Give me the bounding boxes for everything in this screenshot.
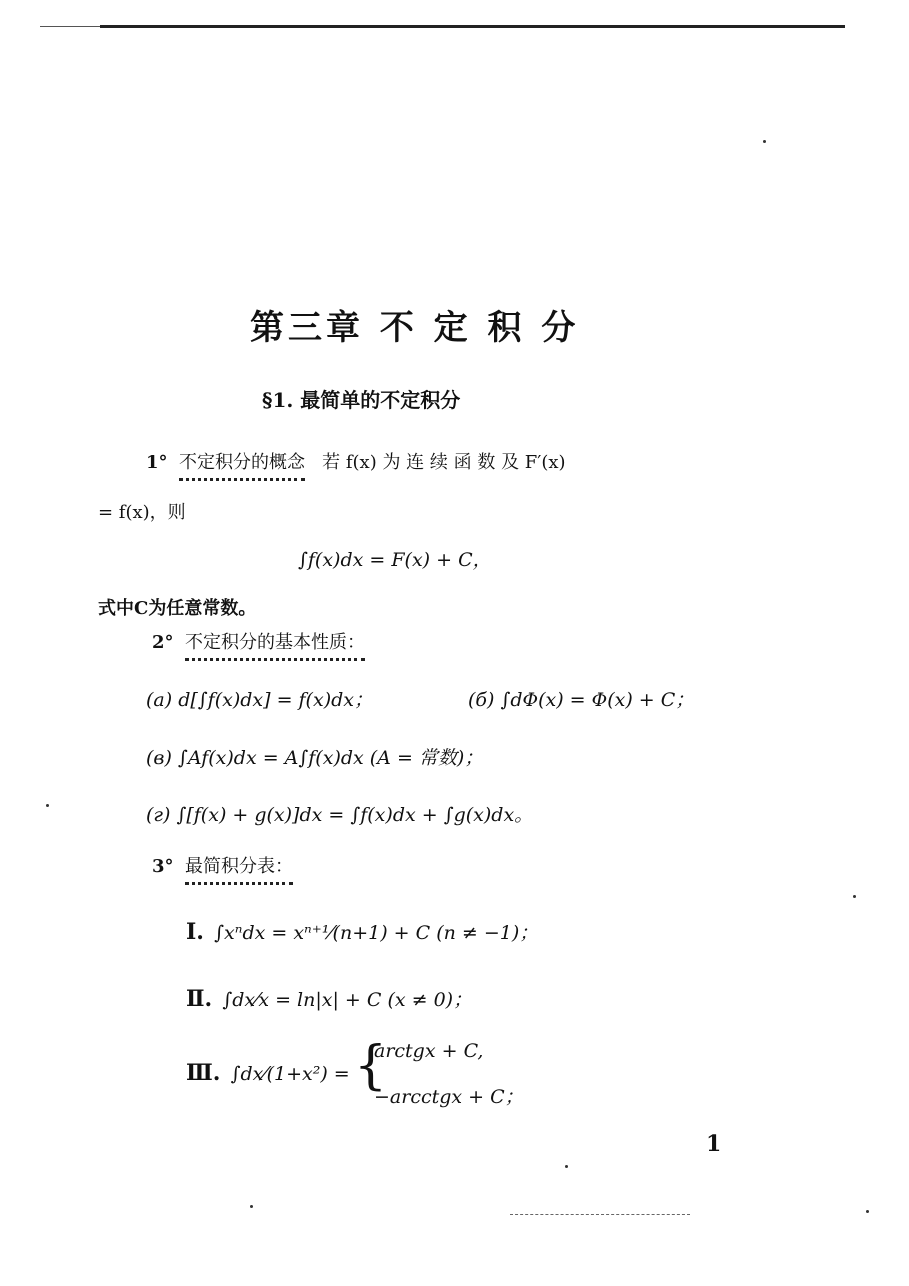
table-row-2: [186, 985, 472, 1012]
bottom-rule: [510, 1214, 690, 1215]
paragraph-1-term: 不定积分的概念: [179, 448, 305, 481]
paragraph-1-continuation: = f(x)，则: [98, 502, 186, 523]
property-d: (г) ∫[f(x) + g(x)]dx = ∫f(x)dx + ∫g(x)dx。: [146, 804, 534, 826]
scan-speck: [565, 1165, 568, 1168]
scan-speck: [763, 140, 766, 143]
table-row-1-formula: ∫xⁿdx = xⁿ⁺¹⁄(n+1) + C (n ≠ −1)；: [214, 922, 539, 944]
section-title: §1. 最简单的不定积分: [262, 388, 461, 412]
paragraph-3-number: 3°: [152, 856, 174, 877]
scan-speck: [853, 895, 856, 898]
equation-definition: ∫f(x)dx = F(x) + C，: [298, 549, 492, 571]
paragraph-2: [152, 628, 365, 661]
property-b: (б) ∫dΦ(x) = Φ(x) + C；: [468, 689, 695, 711]
cases-brace: {: [354, 1036, 388, 1096]
page-number: 1: [706, 1131, 722, 1157]
table-row-3-label: Ⅲ.: [186, 1060, 221, 1086]
property-c: (в) ∫Af(x)dx = A∫f(x)dx (A = 常数)；: [146, 747, 484, 769]
paragraph-3: [152, 852, 293, 885]
paragraph-1: [146, 448, 566, 481]
scan-speck: [46, 804, 49, 807]
table-row-3-case-2: −arcctgx + C；: [374, 1086, 524, 1108]
table-row-3: [186, 1060, 350, 1086]
top-rule-left: [40, 26, 100, 27]
top-rule: [100, 25, 845, 28]
table-row-3-lhs: ∫dx⁄(1+x²) =: [230, 1063, 350, 1085]
table-row-2-label: Ⅱ.: [186, 986, 213, 1012]
property-a: (a) d[∫f(x)dx] = f(x)dx；: [146, 689, 373, 711]
table-row-1-label: Ⅰ.: [186, 919, 204, 945]
paragraph-1-number: 1°: [146, 452, 168, 473]
paragraph-2-term: 不定积分的基本性质：: [185, 628, 365, 661]
paragraph-1-text: 若 f(x) 为 连 续 函 数 及 F′(x): [322, 452, 566, 473]
constant-note: 式中C为任意常数。: [98, 598, 257, 619]
scan-speck: [866, 1210, 869, 1213]
paragraph-3-term: 最简积分表：: [185, 852, 293, 885]
scan-speck: [250, 1205, 253, 1208]
table-row-3-case-1: arctgx + C,: [374, 1040, 484, 1062]
table-row-2-formula: ∫dx⁄x = ln|x| + C (x ≠ 0)；: [222, 989, 473, 1011]
paragraph-2-number: 2°: [152, 632, 174, 653]
chapter-title: 第三章 不 定 积 分: [250, 308, 580, 348]
table-row-1: [186, 918, 538, 945]
